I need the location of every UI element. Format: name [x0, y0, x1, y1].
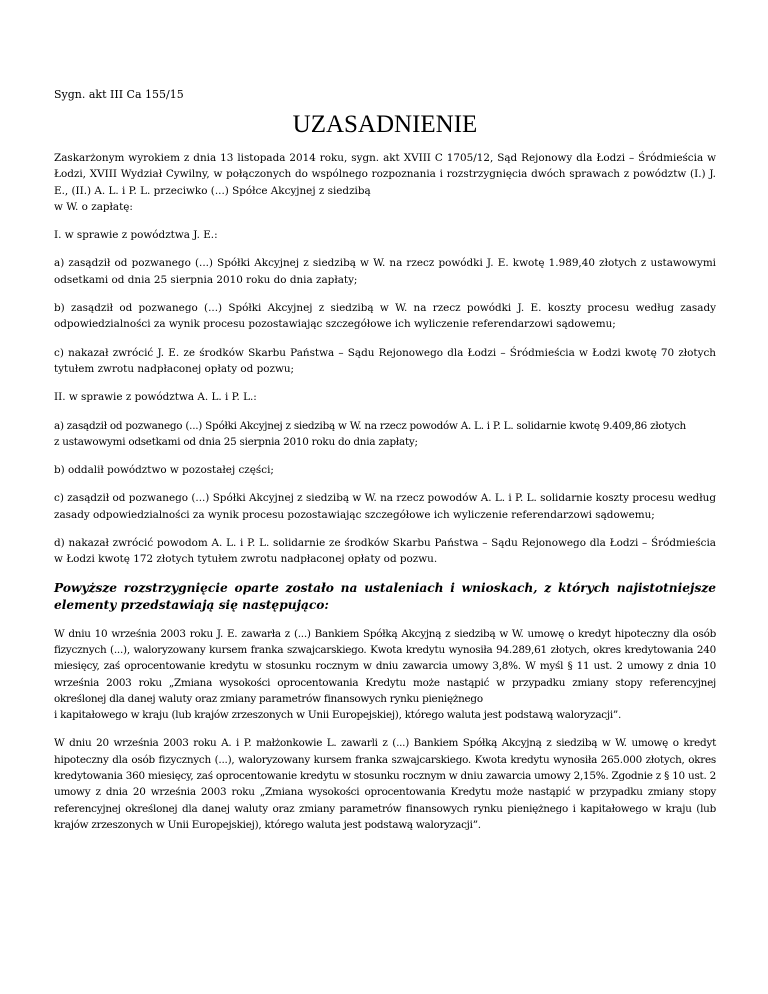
- section-2-item-a-line: a) zasądził od pozwanego (...) Spółki Akcyjnej z siedzibą w W. na rzecz powodów A. L. i P. L. solidarnie kwotę 9.409,86 złotych: [54, 419, 686, 432]
- section-2-item-a-line: z ustawowymi odsetkami od dnia 25 sierpnia 2010 roku do dnia zapłaty;: [54, 435, 418, 448]
- section-1-heading: I. w sprawie z powództwa J. E.:: [54, 229, 218, 242]
- document-page: [54, 88, 716, 845]
- section-2-heading: II. w sprawie z powództwa A. L. i P. L.:: [54, 391, 257, 404]
- findings-heading: Powyższe rozstrzygnięcie oparte zostało na ustaleniach i wnioskach, z których najistotniejsze elementy przedstawiają się następująco:: [54, 580, 716, 612]
- section-1-item-c: c) nakazał zwrócić J. E. ze środków Skarbu Państwa – Sądu Rejonowego dla Łodzi – Śródmieścia w Łodzi kwotę 70 złotych tytułem zwrotu nadpłaconej opłaty od pozwu;: [54, 346, 716, 375]
- findings-paragraph-1: [54, 626, 716, 724]
- intro-line: w W. o zapłatę:: [54, 200, 133, 213]
- section-1-item-a: a) zasądził od pozwanego (...) Spółki Akcyjnej z siedzibą w W. na rzecz powódki J. E. kwotę 1.989,40 złotych z ustawowymi odsetkami od dnia 25 sierpnia 2010 roku do dnia zapłaty;: [54, 257, 716, 286]
- case-signature: Sygn. akt III Ca 155/15: [54, 88, 184, 101]
- section-1-item-b: b) zasądził od pozwanego (...) Spółki Akcyjnej z siedzibą w W. na rzecz powódki J. E. koszty procesu według zasady odpowiedzialności za wynik procesu pozostawiając szczegółowe ich wyliczenie referendarzowi sądowemu;: [54, 302, 716, 331]
- section-2-item-b: b) oddalił powództwo w pozostałej części;: [54, 464, 274, 477]
- section-2-item-c: c) zasądził od pozwanego (...) Spółki Akcyjnej z siedzibą w W. na rzecz powodów A. L. i P. L. solidarnie koszty procesu według zasady odpowiedzialności za wynik procesu pozostawiając szczegółowe ich wyliczenie referendarzowi sądowemu;: [54, 492, 716, 521]
- section-2-item-d: d) nakazał zwrócić powodom A. L. i P. L. solidarnie ze środków Skarbu Państwa – Sądu Rejonowego dla Łodzi – Śródmieścia w Łodzi kwotę 172 złotych tytułem zwrotu nadpłaconej opłaty od pozwu.: [54, 537, 716, 566]
- section-2-item-a: [54, 418, 716, 451]
- intro-paragraph: [54, 150, 716, 215]
- intro-line: Zaskarżonym wyrokiem z dnia 13 listopada 2014 roku, sygn. akt XVIII C 1705/12, Sąd Rejonowy dla Łodzi – Śródmieścia w Łodzi, XVIII Wydział Cywilny, w połączonych do wspólnego rozpoznania i rozstrzygnięcia dwóch sprawach z powództw (I.) J. E., (II.) A. L. i P. L. przeciwko (...) Spółce Akcyjnej z siedzibą: [54, 152, 716, 197]
- findings-paragraph-1-line: W dniu 10 września 2003 roku J. E. zawarła z (...) Bankiem Spółką Akcyjną z siedzibą w W. umowę o kredyt hipoteczny dla osób fizycznych (...), waloryzowany kursem franka szwajcarskiego. Kwota kredytu wynosiła 94.289,61 złotych, okres kredytowania 240 miesięcy, zaś oprocentowanie kredytu w stosunku rocznym w dniu zawarcia umowy 3,8%. W myśl § 11 ust. 2 umowy z dnia 10 września 2003 roku „Zmiana wysokości oprocentowania Kredytu może nastąpić w przypadku zmiany stopy referencyjnej określonej dla danej waluty oraz zmiany parametrów finansowych rynku pieniężnego: [54, 627, 716, 705]
- document-title: UZASADNIENIE: [292, 111, 478, 138]
- findings-paragraph-2: W dniu 20 września 2003 roku A. i P. małżonkowie L. zawarli z (...) Bankiem Spółką Akcyjną z siedzibą w W. umowę o kredyt hipoteczny dla osób fizycznych (...), waloryzowany kursem franka szwajcarskiego. Kwota kredytu wynosiła 265.000 złotych, okres kredytowania 360 miesięcy, zaś oprocentowanie kredytu w stosunku rocznym w dniu zawarcia umowy 2,15%. Zgodnie z § 10 ust. 2 umowy z dnia 20 września 2003 roku „Zmiana wysokości oprocentowania Kredytu może nastąpić w przypadku zmiany stopy referencyjnej określonej dla danej waluty oraz zmiany parametrów finansowych rynku pieniężnego i kapitałowego w kraju (lub krajów zrzeszonych w Unii Europejskiej), którego waluta jest podstawą waloryzacji”.: [54, 737, 716, 831]
- findings-paragraph-1-line: i kapitałowego w kraju (lub krajów zrzeszonych w Unii Europejskiej), którego waluta jest podstawą waloryzacji”.: [54, 709, 622, 722]
